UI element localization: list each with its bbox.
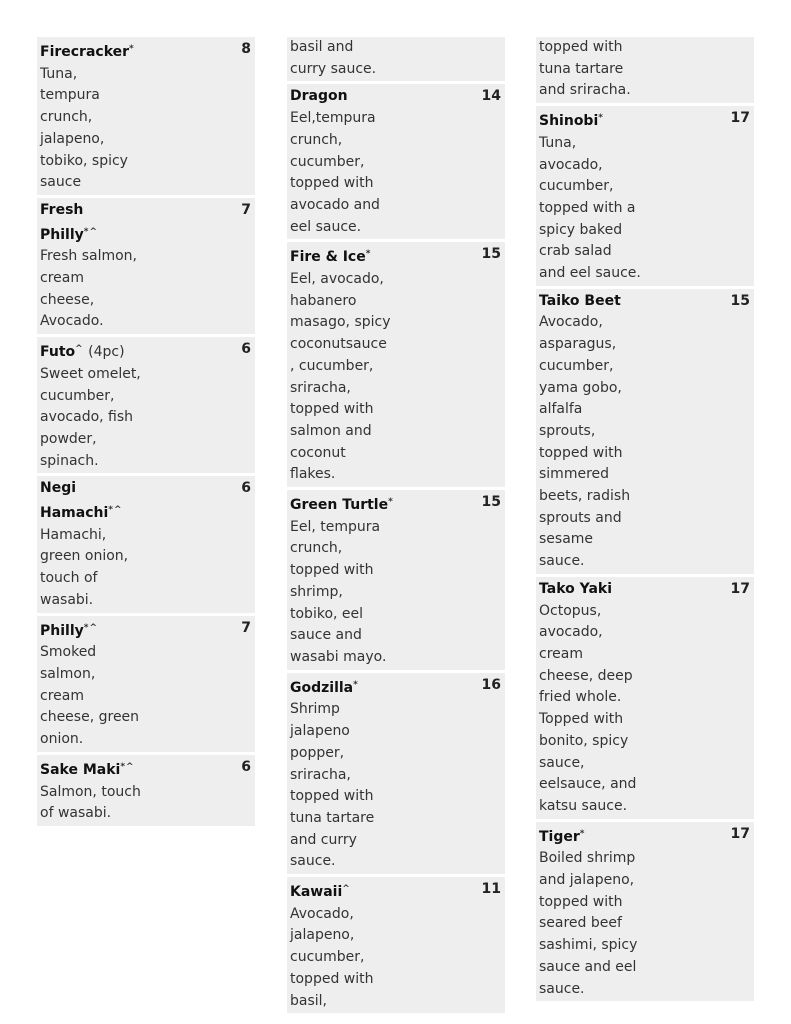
- menu-item-marks: *^: [83, 622, 98, 633]
- menu-item-description: Boiled shrimp and jalapeno, topped with seared beef sashimi, spicy sauce and eel sauce.: [539, 850, 638, 997]
- menu-item-marks: *: [129, 44, 135, 54]
- menu-item-header: [40, 39, 252, 64]
- menu-item-description: topped with tuna tartare and sriracha.: [539, 39, 631, 99]
- menu-item-title: [40, 478, 144, 524]
- menu-item-price: 6: [241, 480, 251, 497]
- menu-item-name: Firecracker: [40, 44, 130, 60]
- menu-item-marks: *: [579, 828, 586, 839]
- menu-item: [536, 822, 754, 1002]
- menu-item-header: [539, 108, 751, 133]
- menu-item-description: Avocado, jalapeno, cucumber, topped with basil,: [290, 905, 374, 1009]
- menu-item: [37, 198, 255, 337]
- menu-item: [287, 84, 505, 242]
- menu-item-header: [290, 86, 502, 108]
- menu-item-header: [40, 200, 252, 246]
- menu-item-description: Octopus, avocado, cream cheese, deep fried whole. Topped with bonito, spicy sauce, eelsauce, and katsu sauce.: [539, 602, 637, 814]
- menu-item-title: [290, 492, 394, 517]
- menu-item-header: [40, 757, 252, 782]
- menu-column-1: [37, 37, 255, 826]
- menu-item-title: [290, 244, 394, 269]
- menu-item-description: Hamachi, green onion, touch of wasabi.: [40, 526, 129, 608]
- menu-item-marks: *: [353, 679, 359, 690]
- menu-item-title: [539, 291, 643, 313]
- menu-item: [287, 673, 505, 877]
- menu-item-title: [290, 86, 394, 108]
- menu-item-price: 15: [481, 246, 501, 263]
- menu-item-name: Dragon: [290, 88, 348, 105]
- menu-item: [536, 577, 754, 822]
- menu-item-title: [40, 200, 144, 246]
- menu-item-note: (4pc): [83, 344, 125, 361]
- menu-item-description: Eel, tempura crunch, topped with shrimp, tobiko, eel sauce and wasabi mayo.: [290, 518, 387, 665]
- menu-item-name: Godzilla: [290, 679, 354, 696]
- menu-item: [37, 616, 255, 755]
- menu-item-header: [290, 244, 502, 269]
- menu-item-description: basil and curry sauce.: [290, 39, 377, 77]
- menu-item-price: 17: [730, 110, 750, 127]
- menu-item-description: Sweet omelet, cucumber, avocado, fish powder, spinach.: [40, 365, 141, 469]
- menu-item-price: 17: [730, 825, 750, 842]
- menu-item-name: Futo: [40, 344, 76, 361]
- menu-item-description: Tuna, tempura crunch, jalapeno, tobiko, spicy sauce: [40, 65, 128, 191]
- menu-item-header: [40, 618, 252, 643]
- menu-item-title: [40, 39, 144, 64]
- menu-item-name: Fresh Philly: [40, 201, 84, 243]
- menu-item-marks: *: [388, 497, 394, 508]
- menu-item-name: Tako Yaki: [539, 580, 613, 597]
- menu-item-title: [539, 579, 643, 601]
- menu-item-marks: *: [598, 113, 604, 124]
- menu-item: [287, 877, 505, 1013]
- menu-item: [37, 37, 255, 198]
- menu-item-header: [539, 291, 751, 313]
- menu-item-price: 15: [481, 494, 501, 511]
- menu-item-marks: *^: [83, 226, 98, 237]
- menu-item-title: [539, 108, 643, 133]
- menu-item-marks: ^: [342, 884, 351, 895]
- menu-item-title: [40, 757, 144, 782]
- menu-item-description: Fresh salmon, cream cheese, Avocado.: [40, 248, 138, 330]
- menu-item: [536, 106, 754, 289]
- menu-item-header: [40, 478, 252, 524]
- menu-item-name: Philly: [40, 622, 84, 639]
- menu-item-price: 11: [481, 881, 501, 898]
- menu-item-name: Tiger: [539, 828, 580, 845]
- menu-item: [37, 755, 255, 826]
- menu-item-price: 7: [241, 619, 251, 636]
- menu-column-3: [536, 37, 754, 1001]
- menu-item-name: Fire & Ice: [290, 249, 366, 266]
- menu-item-price: 15: [730, 292, 750, 309]
- menu-item-price: 6: [241, 341, 251, 358]
- menu-item-description: Avocado, asparagus, cucumber, yama gobo, alfalfa sprouts, topped with simmered beets, radish sprouts and sesame sauce.: [539, 314, 631, 570]
- menu-item-header: [290, 879, 502, 904]
- menu-item-name: Kawaii: [290, 884, 343, 901]
- menu-item-title: [290, 879, 394, 904]
- menu-item-description: Shrimp jalapeno popper, sriracha, topped with tuna tartare and curry sauce.: [290, 701, 375, 870]
- menu-item-title: [290, 675, 394, 700]
- menu-item-marks: ^: [75, 344, 84, 355]
- menu-item-marks: *^: [120, 761, 135, 772]
- menu-item-price: 14: [481, 88, 501, 105]
- menu-item: [37, 476, 255, 615]
- menu-item-header: [290, 492, 502, 517]
- menu-item: [287, 490, 505, 673]
- menu-item-price: 16: [481, 676, 501, 693]
- menu-item-name: Taiko Beet: [539, 292, 621, 309]
- menu-column-2: [287, 37, 505, 1013]
- menu-item-description: Tuna, avocado, cucumber, topped with a spicy baked crab salad and eel sauce.: [539, 134, 641, 282]
- menu-item-title: [539, 824, 643, 849]
- menu-item-header: [539, 824, 751, 849]
- menu-item-name: Shinobi: [539, 113, 599, 130]
- menu-item-continued: [287, 37, 505, 84]
- menu-item-price: 17: [730, 580, 750, 597]
- menu-item-name: Negi Hamachi: [40, 480, 109, 522]
- menu-item-title: [40, 339, 144, 364]
- menu-item-header: [539, 579, 751, 601]
- menu-item-description: Smoked salmon, cream cheese, green onion.: [40, 644, 140, 748]
- menu-item-price: 8: [241, 41, 251, 57]
- menu-item-marks: *: [365, 249, 372, 260]
- menu-item-description: Eel,tempura crunch, cucumber, topped with avocado and eel sauce.: [290, 110, 380, 235]
- menu-item-price: 6: [241, 758, 251, 775]
- menu-item: [287, 242, 505, 490]
- menu-item-marks: *^: [108, 505, 123, 516]
- menu-item-header: [290, 675, 502, 700]
- menu-item: [536, 289, 754, 577]
- menu-item-price: 7: [241, 201, 251, 218]
- menu-item-name: Green Turtle: [290, 497, 389, 514]
- menu-item-title: [40, 618, 144, 643]
- menu-item-header: [40, 339, 252, 364]
- menu-item: [37, 337, 255, 476]
- menu-item-continued: [536, 37, 754, 106]
- menu-item-description: Eel, avocado, habanero masago, spicy coconutsauce , cucumber, sriracha, topped with salmon and coconut flakes.: [290, 271, 391, 483]
- menu-item-description: Salmon, touch of wasabi.: [40, 783, 141, 822]
- menu-item-name: Sake Maki: [40, 761, 121, 778]
